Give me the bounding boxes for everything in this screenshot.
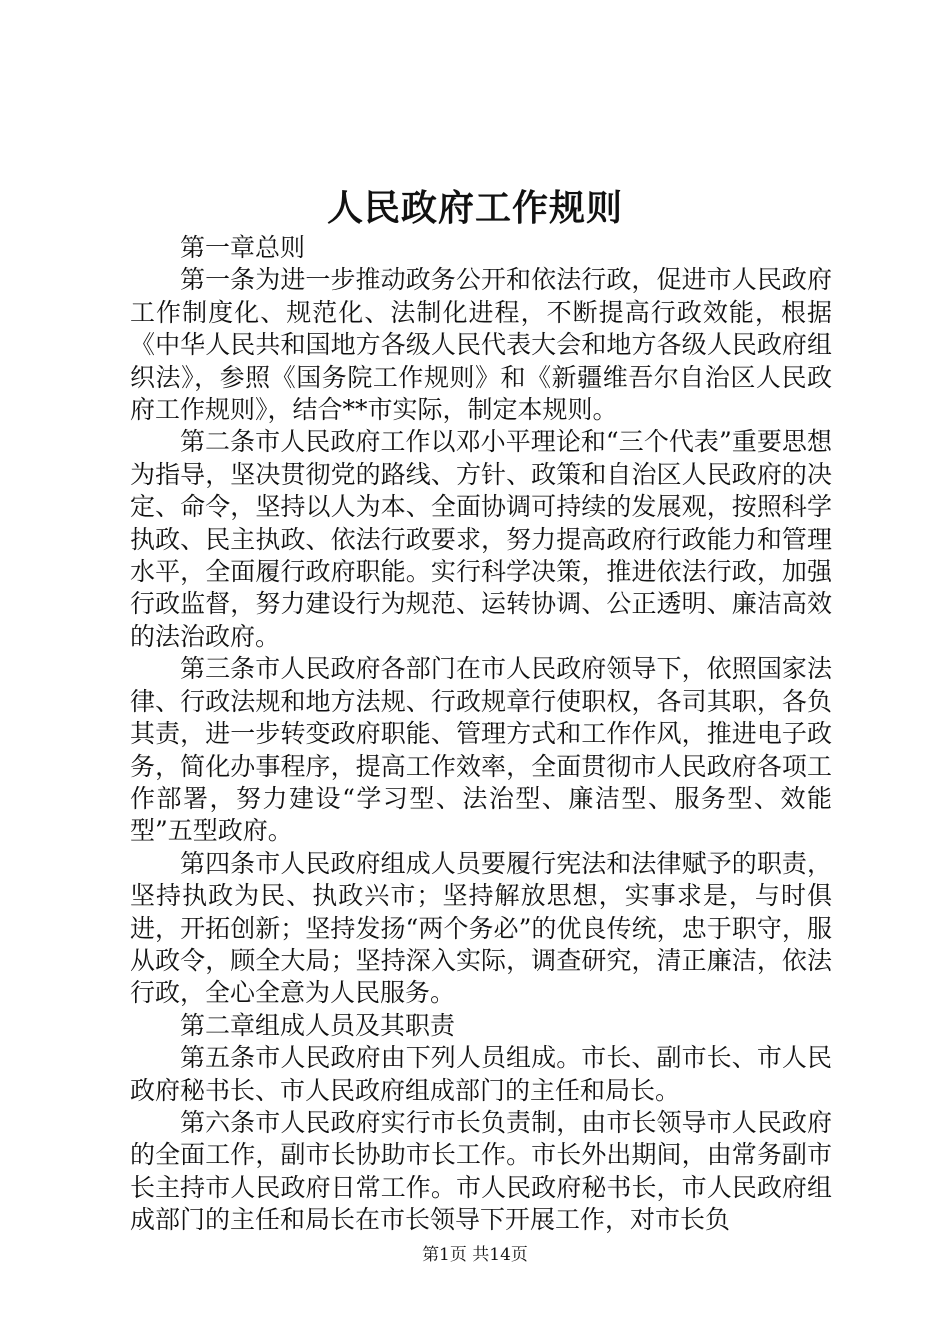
chapter-heading: 第一章总则 — [180, 233, 306, 262]
article-paragraph: 第五条市人民政府由下列人员组成。市长、副市长、市人民政府秘书长、市人民政府组成部门的主任和局长。 — [130, 1043, 832, 1105]
page-footer: 第1页 共14页 — [422, 1245, 528, 1265]
article-paragraph: 第六条市人民政府实行市长负责制，由市长领导市人民政府的全面工作，副市长协助市长工作。市长外出期间，由常务副市长主持市人民政府日常工作。市人民政府秘书长，市人民政府组成部门的主任和局长在市长领导下开展工作，对市长负 — [130, 1107, 832, 1235]
article-paragraph: 第一条为进一步推动政务公开和依法行政，促进市人民政府工作制度化、规范化、法制化进程，不断提高行政效能，根据《中华人民共和国地方各级人民代表大会和地方各级人民政府组织法》，参照《国务院工作规则》和《新疆维吾尔自治区人民政府工作规则》，结合**市实际，制定本规则。 — [130, 265, 832, 425]
chapter-heading: 第二章组成人员及其职责 — [180, 1010, 456, 1040]
document-title: 人民政府工作规则 — [326, 187, 623, 229]
article-paragraph: 第四条市人民政府组成人员要履行宪法和法律赋予的职责，坚持执政为民、执政兴市；坚持解放思想，实事求是，与时俱进，开拓创新；坚持发扬“两个务必”的优良传统，忠于职守，服从政令，顾全大局；坚持深入实际，调查研究，清正廉洁，依法行政，全心全意为人民服务。 — [130, 848, 832, 1008]
document-body — [130, 232, 832, 1237]
article-paragraph: 第二条市人民政府工作以邓小平理论和“三个代表”重要思想为指导，坚决贯彻党的路线、方针、政策和自治区人民政府的决定、命令，坚持以人为本、全面协调可持续的发展观，按照科学执政、民主执政、依法行政要求，努力提高政府行政能力和管理水平，全面履行政府职能。实行科学决策，推进依法行政，加强行政监督，努力建设行为规范、运转协调、公正透明、廉洁高效的法治政府。 — [130, 427, 832, 651]
article-paragraph: 第三条市人民政府各部门在市人民政府领导下，依照国家法律、行政法规和地方法规、行政规章行使职权，各司其职，各负其责，进一步转变政府职能、管理方式和工作作风，推进电子政务，简化办事程序，提高工作效率，全面贯彻市人民政府各项工作部署，努力建设“学习型、法治型、廉洁型、服务型、效能型”五型政府。 — [130, 654, 832, 846]
